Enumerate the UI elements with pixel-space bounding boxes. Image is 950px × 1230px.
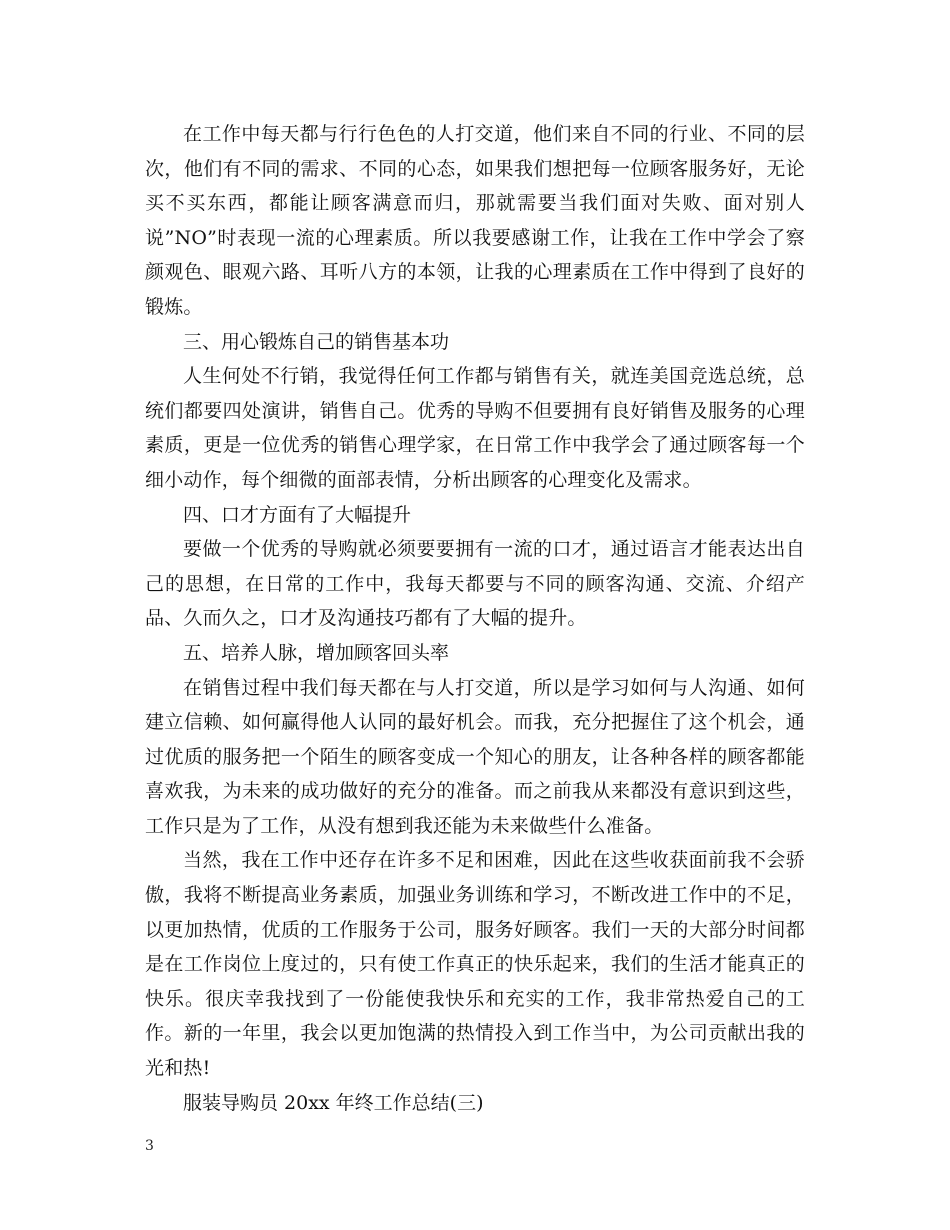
paragraph: 在销售过程中我们每天都在与人打交道，所以是学习如何与人沟通、如何建立信赖、如何赢得他人认同的最好机会。而我，充分把握住了这个机会，通过优质的服务把一个陌生的顾客变成一个知心的朋友，让各种各样的顾客都能喜欢我，为未来的成功做好的充分的准备。而之前我从来都没有意识到这些，工作只是为了工作，从没有想到我还能为未来做些什么准备。 <box>145 676 805 837</box>
section-heading: 服装导购员 20xx 年终工作总结(三) <box>183 1091 484 1114</box>
paragraph: 在工作中每天都与行行色色的人打交道，他们来自不同的行业、不同的层次，他们有不同的需求、不同的心态，如果我们想把每一位顾客服务好，无论买不买东西，都能让顾客满意而归，那就需要当我们面对失败、面对别人说”NO”时表现一流的心理素质。所以我要感谢工作，让我在工作中学会了察颜观色、眼观六路、耳听八方的本领，让我的心理素质在工作中得到了良好的锻炼。 <box>145 123 805 318</box>
document-body <box>145 117 805 1120</box>
section-heading: 五、培养人脉，增加顾客回头率 <box>183 641 450 664</box>
page-number: 3 <box>145 1138 154 1154</box>
paragraph: 当然，我在工作中还存在许多不足和困难，因此在这些收获面前我不会骄傲，我将不断提高业务素质，加强业务训练和学习，不断改进工作中的不足，以更加热情，优质的工作服务于公司，服务好顾客。我们一天的大部分时间都是在工作岗位上度过的，只有使工作真正的快乐起来，我们的生活才能真正的快乐。很庆幸我找到了一份能使我快乐和充实的工作，我非常热爱自己的工作。新的一年里，我会以更加饱满的热情投入到工作当中，为公司贡献出我的光和热! <box>145 849 805 1080</box>
paragraph: 人生何处不行销，我觉得任何工作都与销售有关，就连美国竞选总统，总统们都要四处演讲，销售自己。优秀的导购不但要拥有良好销售及服务的心理素质，更是一位优秀的销售心理学家，在日常工作中我学会了通过顾客每一个细小动作，每个细微的面部表情，分析出顾客的心理变化及需求。 <box>145 365 805 491</box>
section-heading: 三、用心锻炼自己的销售基本功 <box>183 330 450 353</box>
section-heading: 四、口才方面有了大幅提升 <box>183 503 412 526</box>
paragraph: 要做一个优秀的导购就必须要要拥有一流的口才，通过语言才能表达出自己的思想，在日常的工作中，我每天都要与不同的顾客沟通、交流、介绍产品、久而久之，口才及沟通技巧都有了大幅的提升。 <box>145 538 805 630</box>
